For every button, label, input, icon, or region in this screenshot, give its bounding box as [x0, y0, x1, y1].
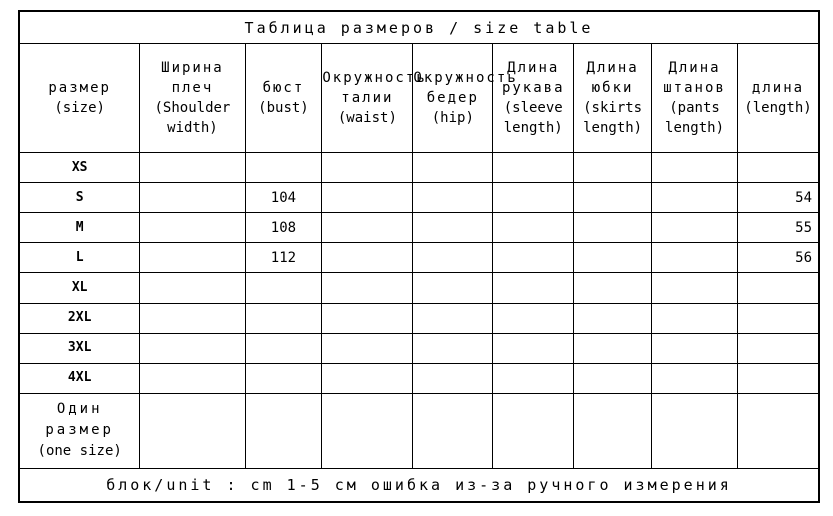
shoulder-cell [140, 153, 245, 183]
bust-cell [245, 363, 322, 393]
size-cell: XS [20, 153, 140, 183]
size-cell: 3XL [20, 333, 140, 363]
waist-cell [322, 183, 413, 213]
empty-cell [652, 393, 738, 468]
hip-cell [413, 303, 493, 333]
skirt-cell [574, 213, 652, 243]
header-row [20, 44, 819, 153]
table-row [20, 333, 819, 363]
waist-cell [322, 363, 413, 393]
footer-note: блок/unit : cm 1-5 см ошибка из-за ручного измерения [20, 468, 819, 501]
skirt-cell [574, 333, 652, 363]
pants-cell [652, 333, 738, 363]
header-skirt: Длина юбки (skirts length) [574, 44, 652, 153]
pants-cell [652, 213, 738, 243]
table-row [20, 363, 819, 393]
shoulder-cell [140, 333, 245, 363]
size-cell: M [20, 213, 140, 243]
shoulder-cell [140, 303, 245, 333]
shoulder-cell [140, 213, 245, 243]
header-size: размер (size) [20, 44, 140, 153]
empty-cell [140, 393, 245, 468]
empty-cell [413, 393, 493, 468]
shoulder-cell [140, 363, 245, 393]
header-hip: Окружность бедер (hip) [413, 44, 493, 153]
waist-cell [322, 243, 413, 273]
hip-cell [413, 363, 493, 393]
skirt-cell [574, 183, 652, 213]
header-shoulder: Ширина плеч (Shoulder width) [140, 44, 245, 153]
hip-cell [413, 213, 493, 243]
pants-cell [652, 153, 738, 183]
size-cell: 4XL [20, 363, 140, 393]
skirt-cell [574, 243, 652, 273]
sleeve-cell [493, 243, 574, 273]
table-row [20, 213, 819, 243]
header-length: длина (length) [738, 44, 819, 153]
length-cell: 56 [738, 243, 819, 273]
sleeve-cell [493, 213, 574, 243]
hip-cell [413, 183, 493, 213]
bust-cell [245, 333, 322, 363]
bust-cell: 104 [245, 183, 322, 213]
size-table-frame [18, 10, 820, 503]
pants-cell [652, 363, 738, 393]
one-size-row [20, 393, 819, 468]
empty-cell [493, 393, 574, 468]
skirt-cell [574, 303, 652, 333]
bust-cell [245, 273, 322, 303]
sleeve-cell [493, 303, 574, 333]
size-cell: S [20, 183, 140, 213]
shoulder-cell [140, 273, 245, 303]
length-cell: 55 [738, 213, 819, 243]
waist-cell [322, 153, 413, 183]
waist-cell [322, 273, 413, 303]
table-row [20, 153, 819, 183]
size-cell: 2XL [20, 303, 140, 333]
shoulder-cell [140, 183, 245, 213]
header-bust: бюст (bust) [245, 44, 322, 153]
pants-cell [652, 183, 738, 213]
length-cell [738, 333, 819, 363]
bust-cell: 108 [245, 213, 322, 243]
empty-cell [738, 393, 819, 468]
skirt-cell [574, 153, 652, 183]
table-title: Таблица размеров / size table [20, 12, 819, 44]
sleeve-cell [493, 333, 574, 363]
one-size-cell: Один размер (one size) [20, 393, 140, 468]
table-row [20, 183, 819, 213]
sleeve-cell [493, 273, 574, 303]
size-cell: L [20, 243, 140, 273]
hip-cell [413, 333, 493, 363]
length-cell: 54 [738, 183, 819, 213]
bust-cell [245, 153, 322, 183]
length-cell [738, 363, 819, 393]
table-row [20, 303, 819, 333]
length-cell [738, 153, 819, 183]
sleeve-cell [493, 183, 574, 213]
empty-cell [574, 393, 652, 468]
empty-cell [322, 393, 413, 468]
hip-cell [413, 243, 493, 273]
pants-cell [652, 303, 738, 333]
hip-cell [413, 153, 493, 183]
skirt-cell [574, 273, 652, 303]
header-waist: Окружность талии (waist) [322, 44, 413, 153]
waist-cell [322, 333, 413, 363]
size-table [19, 11, 819, 502]
size-cell: XL [20, 273, 140, 303]
length-cell [738, 303, 819, 333]
length-cell [738, 273, 819, 303]
sleeve-cell [493, 153, 574, 183]
table-row [20, 273, 819, 303]
header-sleeve: Длина рукава (sleeve length) [493, 44, 574, 153]
bust-cell: 112 [245, 243, 322, 273]
bust-cell [245, 303, 322, 333]
pants-cell [652, 273, 738, 303]
skirt-cell [574, 363, 652, 393]
shoulder-cell [140, 243, 245, 273]
waist-cell [322, 213, 413, 243]
sleeve-cell [493, 363, 574, 393]
waist-cell [322, 303, 413, 333]
header-pants: Длина штанов (pants length) [652, 44, 738, 153]
table-row [20, 243, 819, 273]
hip-cell [413, 273, 493, 303]
pants-cell [652, 243, 738, 273]
empty-cell [245, 393, 322, 468]
